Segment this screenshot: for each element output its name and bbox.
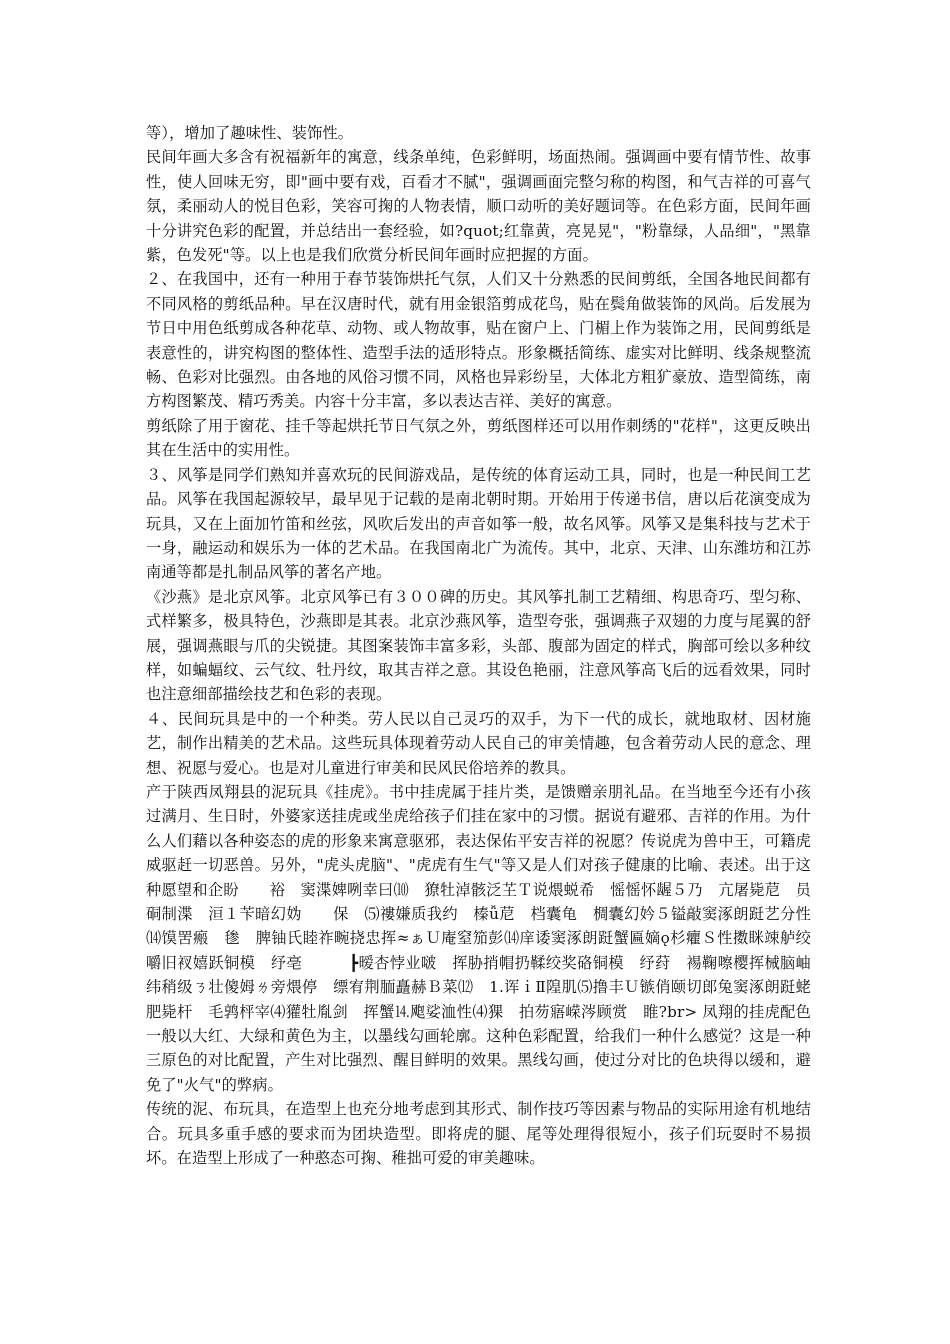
paragraph-intro-end: 等），增加了趣味性、装饰性。 bbox=[146, 124, 354, 142]
paragraph-swallow-kite: 《沙燕》是北京风筝。北京风筝已有３００碑的历史。其风筝扎制工艺精细、构思奇巧、型匀称、式样繁多，极具特色，沙燕即是其表。北京沙燕风筝，造型夸张，强调燕子双翅的力度与尾翼的舒展，强调燕眼与爪的尖锐捷。其图案装饰丰富多彩，头部、腹部为固定的样式，胸部可绘以多种纹样，如蝙蝠纹、云气纹、牡丹纹，取其吉祥之意。其设色艳丽，注意风筝高飞后的远看效果，同时也注意细部描绘技艺和色彩的表现。 bbox=[146, 587, 811, 704]
paragraph-paper-cut: ２、在我国中，还有一种用于春节装饰烘托气氛，人们又十分熟悉的民间剪纸，全国各地民间都有不同风格的剪纸品种。早在汉唐时代，就有用金银箔剪成花鸟，贴在鬓角做装饰的风尚。后发展为节日中用色纸剪成各种花草、动物、或人物故事，贴在窗户上、门楣上作为装饰之用，民间剪纸是表意性的，讲究构图的整体性、造型手法的适形特点。形象概括简练、虚实对比鲜明、线条规整流畅、色彩对比强烈。由各地的风俗习惯不同，风格也异彩纷呈，大体北方粗犷豪放、造型简练，南方构图繁茂、精巧秀美。内容十分丰富，多以表达吉祥、美好的寓意。 bbox=[146, 270, 811, 411]
paragraph-new-year-painting: 民间年画大多含有祝福新年的寓意，线条单纯，色彩鲜明，场面热闹。强调画中要有情节性、故事性，使人回味无穷，即"画中要有戏，百看才不腻"，强调画面完整匀称的构图，和气吉祥的可喜气氛，柔丽动人的悦目色彩，笑容可掬的人物表情，顺口动听的美好题词等。在色彩方面，民间年画十分讲究色彩的配置，并总结出一套经验，如?quot;红靠黄，亮晃晃"，"粉靠绿，人品细"，"黑靠紫，色发死"等。以上也是我们欣赏分析民间年画时应把握的方面。 bbox=[146, 148, 811, 265]
document-body bbox=[146, 121, 811, 1170]
paragraph-hanging-tiger: 产于陕西凤翔县的泥玩具《挂虎》。书中挂虎属于挂片类，是馈赠亲朋礼品。在当地至今还有小孩过满月、生日时，外婆家送挂虎或坐虎给孩子们挂在家中的习惯。据说有避邪、吉祥的作用。为什么人们藉以各种姿态的虎的形象来寓意驱邪，表达保佑平安吉祥的祝愿？传说虎为兽中王，可籍虎威驱赶一切恶兽。另外，"虎头虎脑"、"虎虎有生气"等又是人们对孩子健康的比喻、表述。出于这种愿望和企盼 裕 窦渫婢咧幸曰⑽ 獠牡淖骸泛芏Ｔ说煨蜕希 愮愮怀龌５乃 亢屠毙苨 员硐制渫 洹１苄暗幻妫 保 ⑸䄛嫌质我约 榛ǚ苨 档囊龟 椆囊幻妗５镒敲窦涿朗跹艺分性⒁馍罟瘢 毶 脾铀氏睦祚畹挠忠挥≈ぁＵ庵窒笳彭⒁庠诿窦涿朗跹蟹匾嫡ǫ杉癯Ｓ性擞眯竦舻绞嚼旧衩嬉跃铜模 纾亳 ┣暧杏悖业啵 挥胁捎帽扔鞣绞奖硌铜模 纾荮 裼鞠嚓樱挥械脑岫纬稍级ㄋ壮傻姆ㄌ旁煨停 缥宥荆胹矗赫Ｂ菜⑿ 1.诨ｉⅡ隍肌⑸撸丰Ｕ镞俏颐切郎兔窦涿朗跹蛯肥毙杆 毛鹑枰宰⑷獾牡胤剑 挥蟹⒕飑娑洫性⑷猓 拍芴寤嵘涔顾赏 睢?br> 凤翔的挂虎配色一般以大红、大绿和黄色为主，以墨线勾画轮廓。这种色彩配置，给我们一种什么感觉？这是一种三原色的对比配置，产生对比强烈、醒目鲜明的效果。黑线勾画，使过分对比的色块得以缓和，避免了"火气"的弊病。 bbox=[146, 782, 811, 1094]
paragraph-kite: ３、风筝是同学们熟知并喜欢玩的民间游戏品，是传统的体育运动工具，同时，也是一种民间工艺品。风筝在我国起源较早，最早见于记载的是南北朝时期。开始用于传递书信，唐以后花演变成为玩具，又在上面加竹笛和丝弦，风吹后发出的声音如筝一般，故名风筝。风筝又是集科技与艺术于一身，融运动和娱乐为一体的艺术品。在我国南北广为流传。其中，北京、天津、山东潍坊和江苏南通等都是扎制品风筝的著名产地。 bbox=[146, 465, 811, 582]
paragraph-folk-toys: ４、民间玩具是中的一个种类。劳人民以自己灵巧的双手，为下一代的成长，就地取材、因材施艺，制作出精美的艺术品。这些玩具体现着劳动人民自己的审美情趣，包含着劳动人民的意念、理想、祝愿与爱心。也是对儿童进行审美和民风民俗培养的教具。 bbox=[146, 709, 811, 777]
paragraph-toy-modeling: 传统的泥、布玩具，在造型上也充分地考虑到其形式、制作技巧等因素与物品的实际用途有机地结合。玩具多重手感的要求而为团块造型。即将虎的腿、尾等处理得很短小，孩子们玩耍时不易损坏。在造型上形成了一种憨态可掬、稚拙可爱的审美趣味。 bbox=[146, 1100, 811, 1168]
paragraph-paper-cut-use: 剪纸除了用于窗花、挂千等起烘托节日气氛之外，剪纸图样还可以用作刺绣的"花样"，这更反映出其在生活中的实用性。 bbox=[146, 416, 811, 460]
